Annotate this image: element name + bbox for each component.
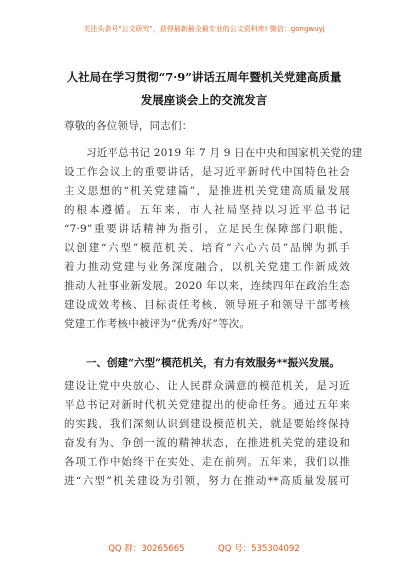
section-heading: 一、创建“六型”模范机关，有力有效服务**振兴发展。 — [86, 357, 341, 369]
header-banner: 关注头条号"公文研究"，获得最新最全最专业的公文资料库! 微信：gongwuyj — [83, 25, 325, 33]
paragraph-line: 主义思想的“机关党建篇”，是推进机关党建高质量发展 — [64, 185, 350, 197]
paragraph-line: 设工作会议上的重要讲话，是习近平新时代中国特色社会 — [64, 166, 350, 178]
paragraph-line: 习近平总书记 2019 年 7 月 9 日在中央和国家机关党的建 — [86, 147, 363, 159]
paragraph-line: 的实践，我们深刻认识到建设模范机关，就是要始终保持 — [64, 418, 350, 430]
paragraph-line: 建设让党中央放心、让人民群众满意的模范机关，是习近 — [64, 380, 350, 392]
paragraph-line: 推动人社事业新发展。2020 年以来，连续四年在政治生态 — [64, 280, 350, 292]
paragraph-line: 着力推动党建与业务深度融合，以机关党建工作新成效 — [64, 261, 350, 273]
footer-qq-number: QQ 号：535304092 — [218, 544, 300, 554]
document-title-line-2: 发展座谈会上的交流发言 — [140, 93, 268, 107]
greeting: 尊敬的各位领导，同志们： — [64, 120, 193, 132]
paragraph-line: 各项工作中始终干在实处、走在前列。五年来，我们以推 — [64, 456, 350, 468]
paragraph-line: 的根本遵循。五年来，市人社局坚持以习近平总书记 — [64, 204, 350, 216]
paragraph-line: “7·9”重要讲话精神为指引，立足民生保障部门职能， — [64, 223, 350, 235]
paragraph-line: 进“六型”机关建设为引领，努力在推动**高质量发展可 — [64, 475, 350, 487]
paragraph-line: 党建工作考核中被评为“优秀/好”等次。 — [64, 318, 251, 330]
footer — [0, 542, 408, 554]
paragraph-line: 平总书记对新时代机关党建提出的使命任务。通过五年来 — [64, 399, 350, 411]
footer-qq-group: QQ 群：30265665 — [108, 544, 185, 554]
document-title-line-1: 人社局在学习贯彻“7·9”讲话五周年暨机关党建高质量 — [66, 70, 342, 84]
paragraph-line: 奋发有为、争创一流的精神状态，在推进机关党的建设和 — [64, 437, 350, 449]
paragraph-line: 以创建“六型”模范机关、培育“六心六员”品牌为抓手 — [64, 242, 350, 254]
paragraph-line: 建设成效考核、目标责任考核、领导班子和领导干部考核 — [64, 299, 350, 311]
